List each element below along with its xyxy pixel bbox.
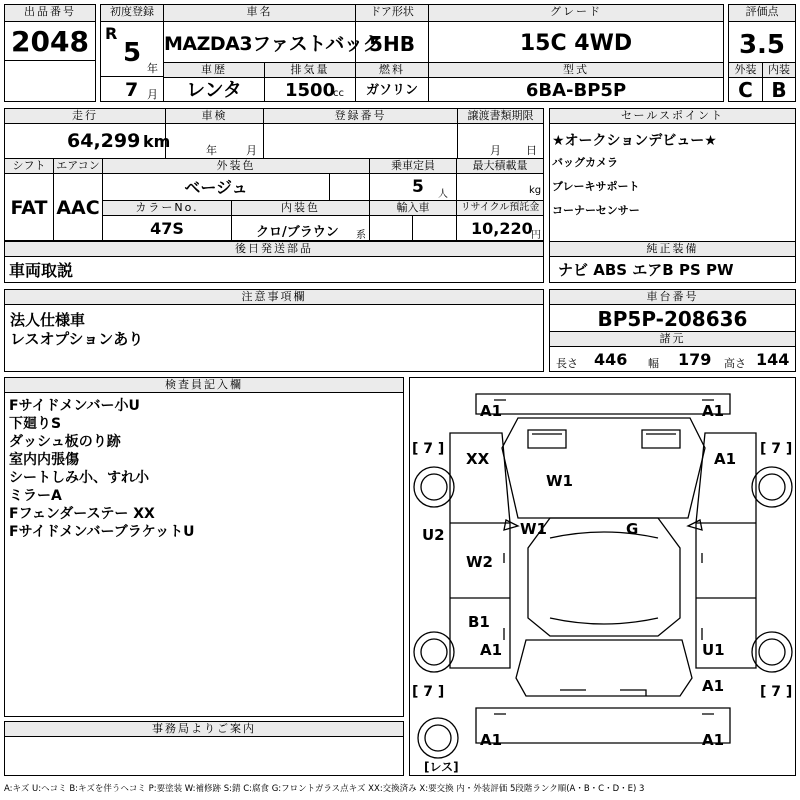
damage-mark: W1	[546, 472, 573, 490]
car-name-value: MAZDA3ファストバック	[163, 21, 356, 63]
sales-point-item: コーナーセンサー	[552, 204, 640, 217]
damage-mark: W1	[520, 520, 547, 538]
import-value-2	[412, 215, 457, 241]
sales-point-item: ★オークションデビュー★	[552, 133, 717, 149]
history-header: 車歴	[163, 62, 265, 78]
cc-unit: cc	[333, 88, 344, 99]
color-number-header: カラーNo.	[102, 200, 232, 216]
mileage-cell	[4, 123, 171, 159]
inspector-item: シートしみ小、すれ小	[9, 470, 149, 486]
inspection-header: 車検	[165, 108, 264, 124]
sales-point-item: ブレーキサポート	[552, 180, 640, 193]
interior-score-value: B	[762, 77, 796, 102]
registration-number-header: 登録番号	[263, 108, 458, 124]
import-value	[369, 215, 413, 241]
damage-mark: A1	[480, 402, 503, 420]
registration-month-value: 7	[125, 79, 139, 101]
inspector-item: ダッシュ板のり跡	[9, 434, 121, 450]
recycle-cell	[456, 215, 544, 241]
persons-unit: 人	[438, 189, 448, 200]
year-unit: 年	[147, 62, 158, 75]
interior-color-value: クロ/ブラウン	[256, 225, 339, 240]
specs-cell	[549, 346, 796, 372]
later-parts-value: 車両取説	[4, 256, 544, 283]
interior-color-cell	[231, 215, 370, 241]
score-header: 評価点	[728, 4, 796, 22]
max-load-cell	[456, 173, 544, 201]
grade-value: 15C 4WD	[428, 21, 724, 63]
std-equip-header: 純正装備	[549, 241, 796, 257]
shift-value: FAT	[4, 173, 54, 241]
office-box	[4, 736, 404, 776]
transfer-deadline-cell	[457, 123, 544, 159]
exterior-score-value: C	[728, 77, 763, 102]
damage-mark: A1	[480, 731, 503, 749]
door-type-value: 5HB	[355, 21, 429, 63]
exterior-color-extra	[329, 173, 370, 201]
inspector-item: 室内内張傷	[9, 452, 79, 468]
damage-mark: A1	[702, 402, 725, 420]
inspector-header: 検査員記入欄	[4, 377, 404, 393]
inspector-item: ミラーA	[9, 488, 62, 504]
displacement-header: 排気量	[264, 62, 356, 78]
interior-score-header: 内装	[762, 62, 796, 78]
capacity-cell	[369, 173, 457, 201]
damage-diagram	[409, 377, 796, 776]
kei-unit: 系	[356, 230, 366, 241]
displacement-cell	[264, 77, 356, 102]
std-equip-value: ナビ ABS エアB PS PW	[549, 256, 796, 283]
first-registration-header: 初度登録	[100, 4, 164, 22]
registration-year-value: 5	[123, 38, 142, 68]
shift-header: シフト	[4, 158, 54, 174]
lot-number-value: 2048	[4, 21, 96, 61]
exterior-score-header: 外装	[728, 62, 763, 78]
yen-unit: 円	[531, 230, 541, 241]
month-unit: 月	[147, 88, 158, 101]
width-label: 幅	[648, 357, 659, 370]
tire-tread-label: [ 7 ]	[760, 684, 793, 700]
lot-number-header: 出品番号	[4, 4, 96, 22]
km-unit: km	[143, 132, 171, 151]
aircon-value: AAC	[53, 173, 103, 241]
max-load-header: 最大積載量	[456, 158, 544, 174]
recycle-header: リサイクル預託金	[456, 200, 544, 216]
damage-mark: W2	[466, 553, 493, 571]
inspector-item: FサイドメンバーブラケットU	[9, 524, 195, 540]
sales-point-header: セールスポイント	[549, 108, 796, 124]
notes-item: レスオプションあり	[10, 330, 144, 348]
length-label: 長さ	[556, 357, 578, 370]
door-type-header: ドア形状	[355, 4, 429, 22]
transfer-day-unit: 日	[526, 144, 537, 157]
car-name-header: 車名	[163, 4, 356, 22]
height-value: 144	[756, 350, 790, 369]
office-header: 事務局よりご案内	[4, 721, 404, 737]
recycle-value: 10,220	[471, 219, 533, 238]
first-registration-month-cell	[100, 76, 164, 102]
inspector-box	[4, 392, 404, 717]
damage-mark: U1	[702, 641, 725, 659]
damage-mark: G	[626, 520, 639, 538]
notes-header: 注意事項欄	[4, 289, 544, 305]
inspector-item: 下廻りS	[9, 416, 62, 432]
import-header: 輸入車	[369, 200, 457, 216]
kg-unit: kg	[529, 185, 542, 196]
capacity-value: 5	[412, 177, 424, 197]
lot-number-blank	[4, 60, 96, 102]
tire-tread-label: [ 7 ]	[412, 684, 445, 700]
model-code-value: 6BA-BP5P	[428, 77, 724, 102]
inspection-month-unit: 月	[246, 144, 257, 157]
damage-mark: A1	[702, 677, 725, 695]
inspection-cell	[165, 123, 264, 159]
fuel-value: ガソリン	[355, 77, 429, 102]
inspector-item: Fサイドメンバー小U	[9, 398, 140, 414]
displacement-value: 1500	[285, 80, 336, 101]
tire-tread-label: [ 7 ]	[760, 441, 793, 457]
transfer-deadline-header: 譲渡書類期限	[457, 108, 544, 124]
sales-point-item: バッグカメラ	[552, 156, 618, 169]
grade-header: グレード	[428, 4, 724, 22]
aircon-header: エアコン	[53, 158, 103, 174]
chassis-number-header: 車台番号	[549, 289, 796, 305]
era-value: R	[105, 24, 118, 43]
mileage-header: 走行	[4, 108, 166, 124]
damage-mark: A1	[714, 450, 737, 468]
height-label: 高さ	[724, 357, 746, 370]
capacity-header: 乗車定員	[369, 158, 457, 174]
score-value: 3.5	[728, 21, 796, 63]
inspector-item: Fフェンダーステー XX	[9, 506, 155, 522]
first-registration-year-cell	[100, 21, 164, 77]
damage-mark: A1	[702, 731, 725, 749]
car-outline	[410, 378, 797, 777]
inspection-year-unit: 年	[206, 144, 217, 157]
damage-mark: B1	[468, 613, 490, 631]
fuel-header: 燃料	[355, 62, 429, 78]
width-value: 179	[678, 350, 712, 369]
color-number-value: 47S	[102, 215, 232, 241]
damage-mark: XX	[466, 450, 490, 468]
legend-text: A:キズ U:ヘコミ B:キズを伴うヘコミ P:要塗装 W:補修跡 S:錆 C:腐食 G:フロントガラス点キズ XX:交換済み X:要交換 内・外装評価 5段階ランク順(A・B・C・D・E) 3	[4, 784, 645, 794]
model-code-header: 型式	[428, 62, 724, 78]
later-parts-header: 後日発送部品	[4, 241, 544, 257]
registration-number-value	[263, 123, 458, 159]
damage-mark: A1	[480, 641, 503, 659]
spare-tire-label: [レス]	[424, 760, 459, 774]
exterior-color-value: ベージュ	[102, 173, 330, 201]
sales-point-box	[549, 123, 796, 242]
length-value: 446	[594, 350, 628, 369]
specs-header: 諸元	[549, 331, 796, 347]
transfer-month-unit: 月	[490, 144, 501, 157]
notes-item: 法人仕様車	[10, 311, 86, 329]
history-value: レンタ	[163, 77, 265, 102]
mileage-value: 64,299	[67, 130, 141, 152]
chassis-number-value: BP5P-208636	[549, 304, 796, 332]
damage-mark: U2	[422, 526, 445, 544]
notes-box	[4, 304, 544, 372]
tire-tread-label: [ 7 ]	[412, 441, 445, 457]
exterior-color-header: 外装色	[102, 158, 370, 174]
interior-color-header: 内装色	[231, 200, 370, 216]
